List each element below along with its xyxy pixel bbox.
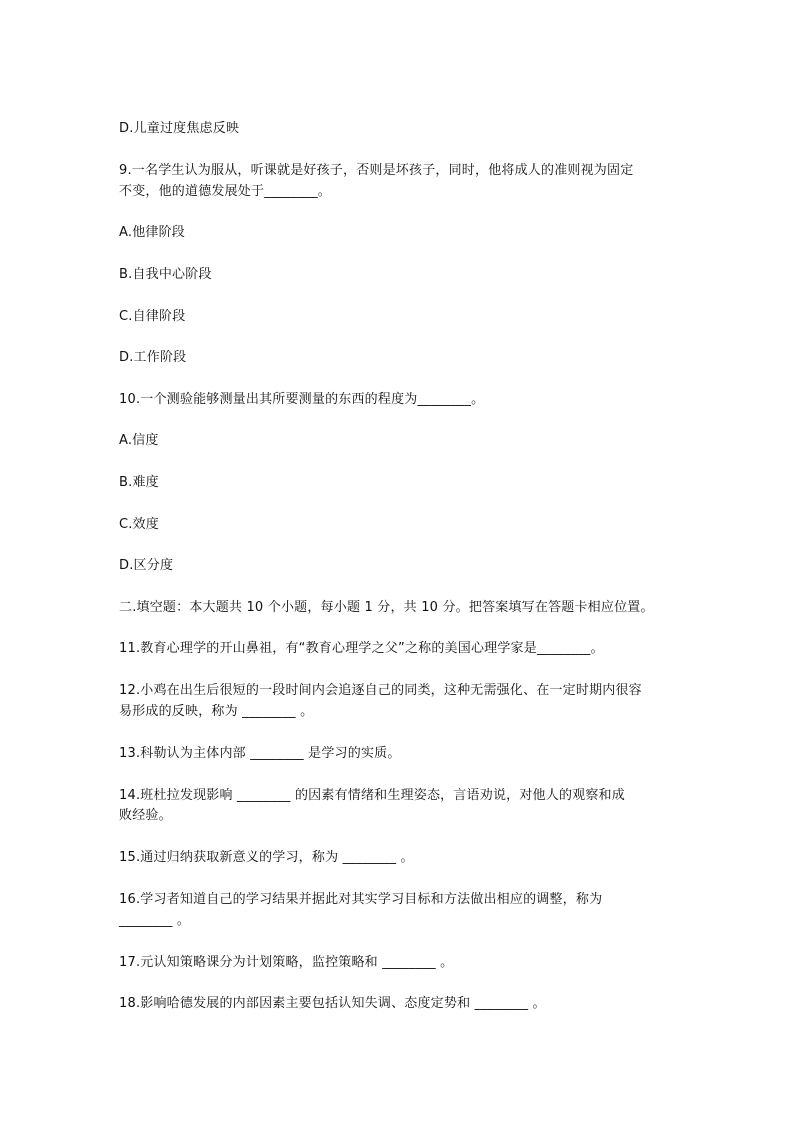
option-d-q8: D.儿童过度焦虑反映 <box>119 121 240 136</box>
question-15: 15.通过归纳获取新意义的学习，称为 ________ 。 <box>119 850 414 865</box>
option-b-q10: B.难度 <box>119 475 159 490</box>
question-14-line-1: 14.班杜拉发现影响 ________ 的因素有情绪和生理姿态，言语劝说，对他人的观察和成 <box>119 788 625 803</box>
question-13: 13.科勒认为主体内部 ________ 是学习的实质。 <box>119 746 401 761</box>
option-a-q10: A.信度 <box>119 433 159 448</box>
question-9-line-2: 不变，他的道德发展处于________。 <box>119 184 332 199</box>
question-10: 10.一个测验能够测量出其所要测量的东西的程度为________。 <box>119 392 485 407</box>
option-b-q9: B.自我中心阶段 <box>119 267 212 282</box>
question-9-line-1: 9.一名学生认为服从，听课就是好孩子，否则是坏孩子，同时，他将成人的准则视为固定 <box>119 163 634 178</box>
option-c-q10: C.效度 <box>119 517 160 532</box>
question-18: 18.影响哈德发展的内部因素主要包括认知失调、态度定势和 ________ 。 <box>119 996 546 1011</box>
option-d-q10: D.区分度 <box>119 558 174 573</box>
question-16-line-1: 16.学习者知道自己的学习结果并据此对其实学习目标和方法做出相应的调整，称为 <box>119 892 603 907</box>
question-12-line-1: 12.小鸡在出生后很短的一段时间内会追逐自己的同类，这种无需强化、在一定时期内很容 <box>119 683 642 698</box>
question-14-line-2: 败经验。 <box>119 808 172 823</box>
option-d-q9: D.工作阶段 <box>119 350 187 365</box>
question-16-line-2: ________ 。 <box>119 913 191 928</box>
section-heading-fill-in: 二.填空题：本大题共 10 个小题，每小题 1 分，共 10 分。把答案填写在答题卡相应位置。 <box>119 600 654 615</box>
question-11: 11.教育心理学的开山鼻祖，有“教育心理学之父”之称的美国心理学家是________。 <box>119 641 604 656</box>
question-12-line-2: 易形成的反映，称为 ________ 。 <box>119 704 314 719</box>
question-17: 17.元认知策略课分为计划策略，监控策略和 ________ 。 <box>119 955 454 970</box>
option-a-q9: A.他律阶段 <box>119 225 185 240</box>
option-c-q9: C.自律阶段 <box>119 309 186 324</box>
